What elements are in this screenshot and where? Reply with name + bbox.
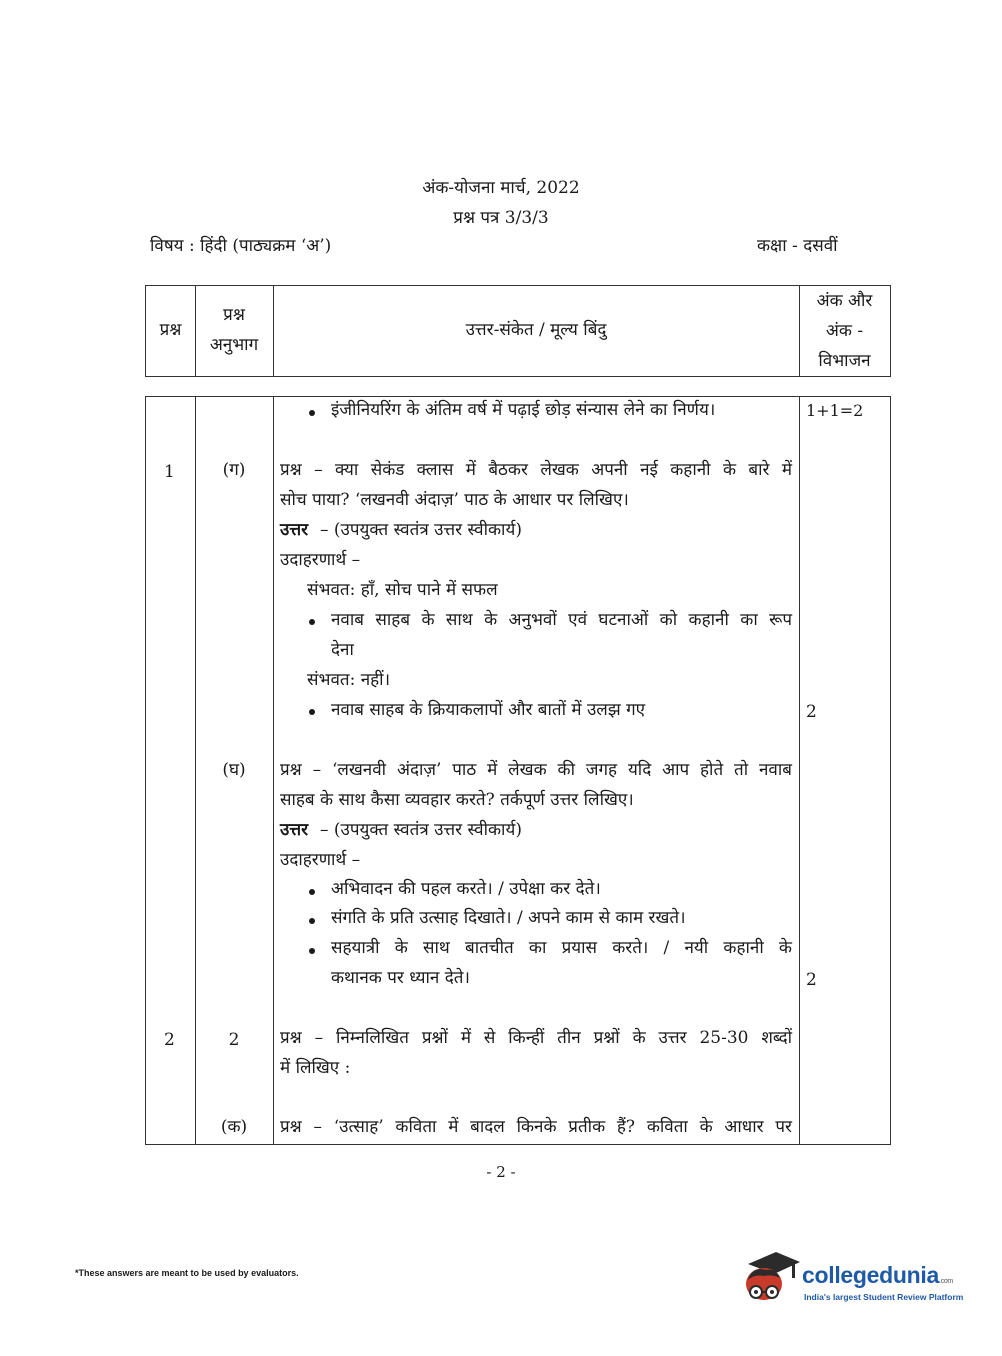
gh-example-label: उदाहरणार्थ – [280,850,361,870]
scheme-title: अंक-योजना मार्च, 2022 [422,178,580,198]
logo-wordmark: collegedunia.com [802,1262,953,1288]
g-question-line1: प्रश्न – क्या सेकंड क्लास में बैठकर लेखक अपनी नई कहानी के बारे में [280,460,792,480]
gh-answer-text: – (उपयुक्त स्वतंत्र उत्तर स्वीकार्य) [320,820,522,840]
header-section-line2: अनुभाग [209,335,259,355]
g-bullet1-line1: नवाब साहब के साथ के अनुभवों एवं घटनाओं को कहानी का रूप [331,610,792,630]
bullet-dot [309,889,315,895]
section-ka: (क) [220,1117,248,1137]
logo-tagline: India's largest Student Review Platform [804,1292,964,1302]
section-g: (ग) [222,460,246,480]
g-question-line2: सोच पाया? ‘लखनवी अंदाज़’ पाठ के आधार पर लिखिए। [280,490,629,510]
bullet-dot [309,709,315,715]
q2-line1: प्रश्न – निम्नलिखित प्रश्नों में से किन्हीं तीन प्रश्नों के उत्तर 25-30 शब्दों [280,1028,792,1048]
question-number-1: 1 [164,462,175,482]
header-answer-key: उत्तर-संकेत / मूल्य बिंदु [465,320,607,340]
question-number-2: 2 [164,1030,175,1050]
header-marks-line2: अंक - [825,321,864,341]
g-yes-text: संभवत: हाँ, सोच पाने में सफल [307,580,498,600]
ka-line1: प्रश्न – ‘उत्साह’ कविता में बादल किनके प्रतीक हैं? कविता के आधार पर [280,1117,792,1137]
gh-bullet3-line2: कथानक पर ध्यान देते। [331,968,470,988]
gh-bullet3-line1: सहयात्री के साथ बातचीत का प्रयास करते। / नयी कहानी के [331,938,792,958]
paper-code: प्रश्न पत्र 3/3/3 [453,208,549,228]
g-marks: 2 [806,702,817,722]
section-gh: (घ) [222,760,246,780]
bullet-dot [309,619,315,625]
gh-answer-label: उत्तर [280,820,309,840]
mascot-icon [742,1248,802,1312]
g-example-label: उदाहरणार्थ – [280,550,361,570]
page-number: - 2 - [486,1163,516,1181]
bullet-dot [309,410,315,416]
bullet-dot [309,918,315,924]
gh-question-line1: प्रश्न – ‘लखनवी अंदाज़’ पाठ में लेखक की जगह यदि आप होते तो नवाब [280,760,792,780]
gh-question-line2: साहब के साथ कैसा व्यवहार करते? तर्कपूर्ण उत्तर लिखिए। [280,790,634,810]
header-marks-line3: विभाजन [818,351,871,371]
header-question: प्रश्न [159,320,182,340]
q2-line2: में लिखिए : [280,1058,351,1078]
collegedunia-logo [742,1248,972,1312]
gh-bullet1-text: अभिवादन की पहल करते। / उपेक्षा कर देते। [331,879,601,899]
r0-marks: 1+1=2 [806,401,864,420]
class-label: कक्षा - दसवीं [757,236,838,256]
footer-note: *These answers are meant to be used by evaluators. [75,1268,299,1278]
g-no-text: संभवत: नहीं। [307,670,391,690]
subject-label: विषय : हिंदी (पाठ्यक्रम ‘अ’) [150,236,332,256]
section-2: 2 [228,1030,240,1050]
header-section-line1: प्रश्न [223,305,245,325]
r0-bullet-text: इंजीनियरिंग के अंतिम वर्ष में पढ़ाई छोड़ संन्यास लेने का निर्णय। [331,400,716,420]
g-answer-label: उत्तर [280,520,309,540]
table-header [145,285,891,377]
header-marks-line1: अंक और [816,291,873,311]
gh-marks: 2 [806,970,817,990]
g-bullet1-line2: देना [331,640,354,660]
gh-bullet2-text: संगति के प्रति उत्साह दिखाते। / अपने काम से काम रखते। [331,908,686,928]
g-answer-text: – (उपयुक्त स्वतंत्र उत्तर स्वीकार्य) [320,520,522,540]
g-bullet2-text: नवाब साहब के क्रियाकलापों और बातों में उलझ गए [331,700,646,720]
bullet-dot [309,948,315,954]
